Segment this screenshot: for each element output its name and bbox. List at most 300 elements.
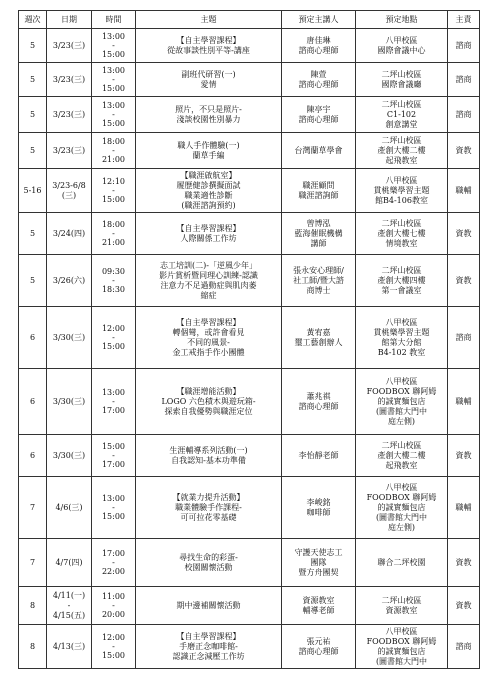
cell-place xyxy=(356,63,448,97)
cell-owner xyxy=(448,255,480,307)
cell-owner-line: 資教 xyxy=(455,450,472,460)
cell-speaker-line: 曾博泓 xyxy=(306,218,331,228)
cell-date-line: 3/26(六) xyxy=(52,275,86,285)
cell-speaker-line: 張元祐 xyxy=(306,636,331,646)
cell-speaker-line: 諮商心理師 xyxy=(298,114,339,124)
cell-time xyxy=(92,213,136,255)
cell-time xyxy=(92,29,136,63)
cell-owner xyxy=(448,369,480,435)
cell-topic-line: 蘭草手編 xyxy=(192,150,225,160)
cell-week xyxy=(19,133,47,169)
cell-date-line: 3/30(三) xyxy=(52,450,86,460)
cell-owner-line: 資教 xyxy=(455,275,472,285)
cell-topic-line: 探索自我優勢與職涯定位 xyxy=(164,406,253,416)
cell-owner xyxy=(448,307,480,369)
cell-speaker-line: 輔導老師 xyxy=(302,605,335,615)
cell-time-line: - xyxy=(112,503,115,512)
cell-time-line: 15:00 xyxy=(101,119,126,128)
cell-topic-line: 校園關懷活動 xyxy=(184,562,233,572)
cell-time xyxy=(92,169,136,213)
cell-place-line: 二坪山校區 xyxy=(381,595,422,605)
cell-place-line: 起飛教室 xyxy=(385,155,418,165)
cell-time-line: - xyxy=(112,110,115,119)
cell-speaker-line: 陳萱 xyxy=(310,69,327,79)
cell-date-line: - xyxy=(67,600,71,610)
cell-time-line: 13:00 xyxy=(101,32,126,41)
cell-speaker-line: 職涯諮詢師 xyxy=(298,190,339,200)
cell-time-line: 17:00 xyxy=(101,549,126,558)
cell-place-line: FOODBOX 聯阿姆 xyxy=(366,492,437,502)
cell-time xyxy=(92,477,136,539)
cell-time xyxy=(92,625,136,669)
cell-topic-line: 影片賞析暨同理心訓練-認識 xyxy=(159,270,258,280)
cell-topic xyxy=(136,477,282,539)
cell-date xyxy=(47,539,92,587)
cell-place-line: 八甲校區 xyxy=(385,175,418,185)
cell-time-line: - xyxy=(112,186,115,195)
cell-time-line: 17:00 xyxy=(101,460,126,469)
cell-speaker-line: 諮商心理師 xyxy=(298,45,339,55)
cell-owner xyxy=(448,625,480,669)
cell-place-line: 二坪山校區 xyxy=(381,265,422,275)
cell-week xyxy=(19,29,47,63)
cell-topic-line: 生涯輔導系列活動(一) xyxy=(169,445,248,455)
cell-topic-line: 【職涯增能活動】 xyxy=(176,386,241,396)
cell-time-line: 17:00 xyxy=(101,406,126,415)
cell-place-line: 庭左側) xyxy=(387,522,416,532)
cell-place xyxy=(356,587,448,625)
cell-place-line: (圖書館大門中 xyxy=(375,656,428,666)
cell-topic-line: LOGO 六色積木與遊玩箱- xyxy=(161,396,256,406)
cell-week-line: 7 xyxy=(29,502,36,512)
cell-time-line: 12:10 xyxy=(101,177,126,186)
cell-speaker-line: 璽工藝創辦人 xyxy=(294,337,343,347)
header-row xyxy=(19,11,480,29)
cell-speaker-line: 李怡靜老師 xyxy=(298,450,339,460)
cell-week-line: 5-16 xyxy=(23,185,42,195)
cell-date-line: 3/23-6/8 xyxy=(52,180,86,190)
cell-speaker xyxy=(282,169,356,213)
cell-date-line: 3/30(三) xyxy=(52,396,86,406)
cell-speaker xyxy=(282,255,356,307)
cell-date xyxy=(47,255,92,307)
cell-topic-line: 志工培訓(二)-「逆風少年」 xyxy=(160,260,257,270)
cell-place-line: FOODBOX 聯阿姆 xyxy=(366,636,437,646)
cell-week xyxy=(19,213,47,255)
cell-owner-line: 諮商 xyxy=(455,641,472,651)
cell-date xyxy=(47,625,92,669)
cell-place-line: C1-102 xyxy=(386,109,417,119)
cell-speaker xyxy=(282,539,356,587)
header-time: 時間 xyxy=(92,11,136,29)
cell-speaker-line: 職涯顧問 xyxy=(302,180,335,190)
cell-time-line: 12:00 xyxy=(101,324,126,333)
cell-owner xyxy=(448,213,480,255)
cell-topic-line: 縮症 xyxy=(200,290,217,300)
cell-owner xyxy=(448,539,480,587)
cell-topic xyxy=(136,307,282,369)
cell-place xyxy=(356,133,448,169)
cell-place-line: 創意講堂 xyxy=(385,119,418,129)
cell-place-line: 館第大分館 xyxy=(381,337,422,347)
cell-topic-line: 金工戒指手作小團體 xyxy=(172,347,245,357)
cell-owner xyxy=(448,477,480,539)
cell-time-line: 13:00 xyxy=(101,101,126,110)
cell-place xyxy=(356,255,448,307)
cell-place-line: (圖書館大門中 xyxy=(375,406,428,416)
cell-week-line: 6 xyxy=(29,332,36,342)
cell-place-line: 二坪山校區 xyxy=(381,69,422,79)
cell-speaker xyxy=(282,587,356,625)
cell-speaker-line: 黃宥嘉 xyxy=(306,327,331,337)
cell-speaker xyxy=(282,369,356,435)
cell-speaker-line: 諮商心理師 xyxy=(298,401,339,411)
cell-speaker-line: 講師 xyxy=(310,238,327,248)
cell-date-line: (三) xyxy=(61,190,77,200)
table-row xyxy=(19,29,480,63)
cell-speaker-line: 台灣蘭草學會 xyxy=(294,145,343,155)
cell-week-line: 5 xyxy=(29,109,36,119)
cell-topic-line: 【自主學習課程】 xyxy=(176,223,241,233)
cell-owner-line: 諮商 xyxy=(455,74,472,84)
cell-topic xyxy=(136,587,282,625)
cell-speaker xyxy=(282,477,356,539)
cell-speaker-line: 諮商心理師 xyxy=(298,646,339,656)
cell-topic-line: 可可拉花零基礎 xyxy=(180,512,237,522)
cell-topic-line: 照片，不只是照片- xyxy=(175,104,242,114)
cell-date-line: 3/23(三) xyxy=(52,74,86,84)
cell-date-line: 3/23(三) xyxy=(52,145,86,155)
cell-place-line: 產創大樓二樓 xyxy=(377,450,426,460)
cell-week xyxy=(19,477,47,539)
cell-speaker xyxy=(282,435,356,477)
cell-date xyxy=(47,587,92,625)
header-date: 日期 xyxy=(47,11,92,29)
table-row xyxy=(19,133,480,169)
cell-place-line: (圖書館大門中 xyxy=(375,512,428,522)
cell-time-line: 21:00 xyxy=(101,238,126,247)
cell-place-line: 起飛教室 xyxy=(385,460,418,470)
cell-time-line: - xyxy=(112,397,115,406)
cell-time-line: 18:00 xyxy=(101,220,126,229)
cell-place-line: 八甲校區 xyxy=(385,626,418,636)
cell-week xyxy=(19,169,47,213)
cell-speaker-line: 守護天使志工 xyxy=(294,547,343,557)
cell-time-line: 18:30 xyxy=(101,285,126,294)
cell-time-line: - xyxy=(112,333,115,342)
cell-time-line: 15:00 xyxy=(101,512,126,521)
table-row xyxy=(19,97,480,133)
cell-place-line: 貫桃樂學習主題 xyxy=(373,185,430,195)
cell-speaker-line: 陳亭宇 xyxy=(306,104,331,114)
cell-week xyxy=(19,63,47,97)
cell-place-line: 二坪山校區 xyxy=(381,99,422,109)
cell-owner-line: 資教 xyxy=(455,600,472,610)
cell-time-line: 18:00 xyxy=(101,137,126,146)
cell-place xyxy=(356,97,448,133)
cell-time-line: - xyxy=(112,229,115,238)
cell-date-line: 3/23(三) xyxy=(52,109,86,119)
cell-speaker xyxy=(282,213,356,255)
table-row xyxy=(19,435,480,477)
table-row xyxy=(19,477,480,539)
table-row xyxy=(19,539,480,587)
cell-time-line: 15:00 xyxy=(101,342,126,351)
cell-place-line: 的誠實麵包店 xyxy=(377,646,426,656)
cell-date xyxy=(47,369,92,435)
cell-date xyxy=(47,213,92,255)
cell-time-line: 15:00 xyxy=(101,195,126,204)
cell-date xyxy=(47,435,92,477)
cell-speaker xyxy=(282,29,356,63)
cell-time xyxy=(92,307,136,369)
cell-topic-line: 不同的風景- xyxy=(187,337,230,347)
cell-topic-line: (職涯諮詢預約) xyxy=(181,200,236,210)
cell-owner xyxy=(448,435,480,477)
cell-topic xyxy=(136,539,282,587)
cell-time-line: - xyxy=(112,601,115,610)
cell-topic-line: 【自主學習課程】 xyxy=(176,317,241,327)
cell-week xyxy=(19,369,47,435)
cell-time-line: - xyxy=(112,558,115,567)
cell-date-line: 4/11(一) xyxy=(52,590,86,600)
cell-date xyxy=(47,29,92,63)
cell-place-line: 聯合二坪校園 xyxy=(377,557,426,567)
cell-week-line: 8 xyxy=(29,600,36,610)
cell-time-line: - xyxy=(112,75,115,84)
cell-place xyxy=(356,169,448,213)
cell-place-line: 二坪山校區 xyxy=(381,440,422,450)
cell-speaker-line: 諮商心理師 xyxy=(298,79,339,89)
cell-week xyxy=(19,435,47,477)
cell-speaker-line: 蕭兆祺 xyxy=(306,391,331,401)
header-owner: 主責 xyxy=(448,11,480,29)
cell-time-line: 13:00 xyxy=(101,388,126,397)
cell-time xyxy=(92,133,136,169)
cell-week-line: 8 xyxy=(29,641,36,651)
cell-topic-line: 淺談校園性別暴力 xyxy=(176,114,241,124)
cell-owner-line: 諮商 xyxy=(455,332,472,342)
cell-topic xyxy=(136,625,282,669)
table-row xyxy=(19,213,480,255)
cell-date xyxy=(47,97,92,133)
cell-place-line: B4-102 教室 xyxy=(377,347,426,357)
cell-topic-line: 轉個彎，或許會看見 xyxy=(172,327,245,337)
cell-place-line: 八甲校區 xyxy=(385,482,418,492)
cell-date-line: 3/23(三) xyxy=(52,40,86,50)
cell-date-line: 4/6(三) xyxy=(55,502,83,512)
cell-place-line: 八甲校區 xyxy=(385,35,418,45)
cell-speaker-line: 社工師/暨大諮 xyxy=(293,275,344,285)
cell-time xyxy=(92,97,136,133)
cell-time xyxy=(92,63,136,97)
cell-place xyxy=(356,369,448,435)
cell-owner-line: 資教 xyxy=(455,145,472,155)
cell-place xyxy=(356,435,448,477)
cell-date-line: 3/30(三) xyxy=(52,332,86,342)
cell-speaker-line: 唐佳琳 xyxy=(306,35,331,45)
cell-speaker xyxy=(282,63,356,97)
cell-week-line: 5 xyxy=(29,228,36,238)
cell-topic xyxy=(136,29,282,63)
cell-time-line: 21:00 xyxy=(101,155,126,164)
cell-speaker-line: 藍海催眠機構 xyxy=(294,228,343,238)
cell-owner-line: 職輔 xyxy=(455,396,472,406)
table-row xyxy=(19,255,480,307)
cell-place xyxy=(356,213,448,255)
cell-time xyxy=(92,369,136,435)
cell-topic-line: 職人手作體驗(一) xyxy=(177,140,240,150)
cell-topic xyxy=(136,435,282,477)
cell-place-line: 第一會議室 xyxy=(381,285,422,295)
cell-time xyxy=(92,539,136,587)
cell-owner-line: 諮商 xyxy=(455,109,472,119)
cell-place-line: 庭左側) xyxy=(387,416,416,426)
cell-owner xyxy=(448,133,480,169)
cell-week-line: 5 xyxy=(29,40,36,50)
cell-place-line: 八甲校區 xyxy=(385,317,418,327)
cell-speaker-line: 商博士 xyxy=(306,285,331,295)
cell-week xyxy=(19,539,47,587)
cell-time-line: 13:00 xyxy=(101,66,126,75)
cell-owner xyxy=(448,97,480,133)
cell-topic-line: 副班代研習(一) xyxy=(181,69,236,79)
table-row xyxy=(19,369,480,435)
cell-topic xyxy=(136,255,282,307)
cell-time-line: 09:30 xyxy=(101,267,126,276)
cell-place-line: 館B4-106教室 xyxy=(375,195,428,205)
table-row xyxy=(19,169,480,213)
cell-topic-line: 【職涯啟航室】 xyxy=(180,170,237,180)
cell-speaker xyxy=(282,97,356,133)
cell-owner xyxy=(448,63,480,97)
cell-owner xyxy=(448,29,480,63)
cell-time-line: 15:00 xyxy=(101,84,126,93)
cell-week xyxy=(19,97,47,133)
cell-date xyxy=(47,63,92,97)
cell-topic-line: 手磨正念咖啡館- xyxy=(179,641,238,651)
cell-time-line: - xyxy=(112,146,115,155)
cell-place-line: 產創大樓七樓 xyxy=(377,228,426,238)
cell-place-line: 國際會議廳 xyxy=(381,79,422,89)
cell-topic-line: 職業體驗手作課程- xyxy=(175,502,242,512)
cell-speaker xyxy=(282,133,356,169)
cell-topic-line: 自我認知-基本功準備 xyxy=(171,455,246,465)
header-place: 預定地點 xyxy=(356,11,448,29)
cell-date-line: 4/13(三) xyxy=(52,641,86,651)
cell-owner-line: 諮商 xyxy=(455,40,472,50)
cell-time-line: - xyxy=(112,451,115,460)
cell-topic-line: 【就業力提升活動】 xyxy=(172,492,245,502)
cell-owner-line: 資教 xyxy=(455,228,472,238)
cell-time-line: - xyxy=(112,276,115,285)
cell-topic-line: 人際關係工作坊 xyxy=(180,233,237,243)
cell-week-line: 7 xyxy=(29,557,36,567)
cell-topic xyxy=(136,369,282,435)
cell-topic-line: 尋找生命的彩蛋- xyxy=(179,552,238,562)
cell-topic xyxy=(136,213,282,255)
cell-topic xyxy=(136,169,282,213)
cell-time-line: 13:00 xyxy=(101,494,126,503)
header-week: 週次 xyxy=(19,11,47,29)
cell-place xyxy=(356,307,448,369)
cell-week-line: 5 xyxy=(29,74,36,84)
cell-time-line: 15:00 xyxy=(101,50,126,59)
cell-topic-line: 愛情 xyxy=(200,79,217,89)
cell-date-line: 3/24(四) xyxy=(52,228,86,238)
cell-place-line: 貫桃樂學習主題 xyxy=(373,327,430,337)
cell-week xyxy=(19,307,47,369)
cell-place xyxy=(356,29,448,63)
cell-date-line: 4/15(五) xyxy=(52,610,86,620)
cell-date xyxy=(47,169,92,213)
cell-place xyxy=(356,539,448,587)
cell-date xyxy=(47,133,92,169)
cell-time-line: 11:00 xyxy=(101,592,126,601)
cell-week-line: 5 xyxy=(29,275,36,285)
cell-topic-line: 履歷健診撰擬面試 xyxy=(176,180,241,190)
cell-date-line: 4/7(四) xyxy=(55,557,83,567)
cell-place-line: 二坪山校區 xyxy=(381,218,422,228)
cell-place-line: 資源教室 xyxy=(385,605,418,615)
cell-speaker-line: 張永安心理師/ xyxy=(293,265,344,275)
cell-time-line: 22:00 xyxy=(101,567,126,576)
cell-place-line: 產創大樓二樓 xyxy=(377,145,426,155)
cell-place-line: 二坪山校區 xyxy=(381,135,422,145)
cell-place-line: 情境教室 xyxy=(385,238,418,248)
cell-time-line: 12:00 xyxy=(101,633,126,642)
cell-place-line: 國際會議中心 xyxy=(377,45,426,55)
cell-topic-line: 注意力不足過動症與肌肉萎 xyxy=(160,280,257,290)
cell-place xyxy=(356,625,448,669)
cell-place xyxy=(356,477,448,539)
cell-place-line: 八甲校區 xyxy=(385,376,418,386)
table-row xyxy=(19,587,480,625)
cell-time xyxy=(92,435,136,477)
cell-time-line: - xyxy=(112,642,115,651)
cell-speaker xyxy=(282,307,356,369)
cell-owner xyxy=(448,587,480,625)
cell-speaker-line: 資源教室 xyxy=(302,595,335,605)
cell-topic-line: 【自主學習課程】 xyxy=(176,35,241,45)
cell-time-line: 15:00 xyxy=(101,442,126,451)
cell-time-line: 20:00 xyxy=(101,610,126,619)
cell-week-line: 5 xyxy=(29,145,36,155)
header-speaker: 預定主講人 xyxy=(282,11,356,29)
table-row xyxy=(19,625,480,669)
cell-owner-line: 職輔 xyxy=(455,502,472,512)
cell-speaker-line: 暨方舟團契 xyxy=(298,567,339,577)
cell-place-line: 產創大樓四樓 xyxy=(377,275,426,285)
cell-owner-line: 資教 xyxy=(455,557,472,567)
cell-speaker-line: 李峻銘 xyxy=(306,497,331,507)
cell-place-line: 的誠實麵包店 xyxy=(377,502,426,512)
cell-speaker-line: 咖啡師 xyxy=(306,507,331,517)
cell-time-line: 15:00 xyxy=(101,651,126,660)
cell-topic-line: 從故事談性別平等-講座 xyxy=(167,45,250,55)
cell-speaker xyxy=(282,625,356,669)
schedule-table xyxy=(18,10,480,669)
cell-time-line: - xyxy=(112,41,115,50)
cell-topic xyxy=(136,63,282,97)
cell-date xyxy=(47,477,92,539)
cell-owner xyxy=(448,169,480,213)
cell-topic xyxy=(136,97,282,133)
cell-week xyxy=(19,625,47,669)
table-row xyxy=(19,307,480,369)
table-row xyxy=(19,63,480,97)
cell-topic-line: 認識正念減壓工作坊 xyxy=(172,651,245,661)
